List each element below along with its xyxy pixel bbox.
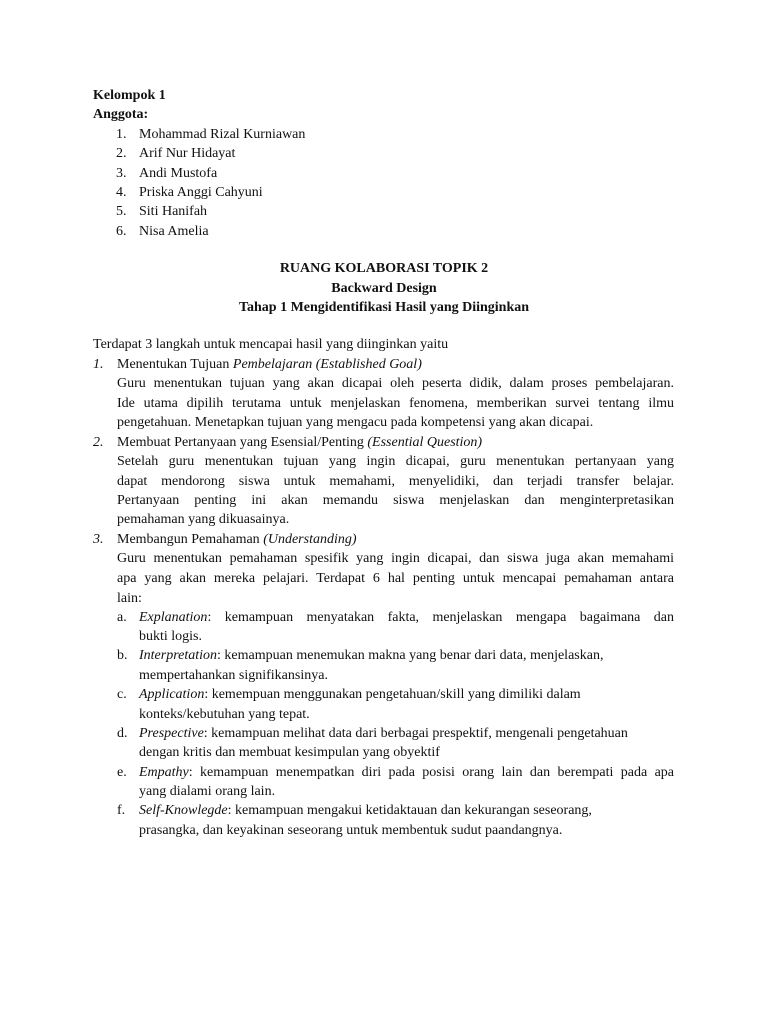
subitem-line: yang dialami orang lain. — [139, 784, 276, 799]
step-text-line: Ide utama dipilih terutama untuk menjelaskan fenomena, memberikan survei tentang ilmu — [117, 396, 674, 411]
member-number: 5. — [116, 204, 127, 219]
intro-text: Terdapat 3 langkah untuk mencapai hasil yang diinginkan yaitu — [93, 337, 449, 352]
step-number: 3. — [93, 532, 104, 547]
heading-line-1: RUANG KOLABORASI TOPIK 2 — [279, 261, 489, 276]
heading-line-2: Backward Design — [331, 281, 437, 296]
subitem-line: Prespective: kemampuan melihat data dari berbagai prespektif, mengenali pengetahuan — [139, 726, 628, 741]
step-title: Menentukan Tujuan Pembelajaran (Established Goal) — [117, 357, 422, 372]
member-name: Arif Nur Hidayat — [139, 146, 236, 161]
member-number: 2. — [116, 146, 127, 161]
member-number: 4. — [116, 185, 127, 200]
members-label: Anggota: — [93, 107, 149, 122]
member-name: Siti Hanifah — [139, 204, 208, 219]
subitem-line: mempertahankan signifikansinya. — [139, 668, 328, 683]
heading-line-3: Tahap 1 Mengidentifikasi Hasil yang Diinginkan — [238, 300, 530, 315]
step-text-line: Pertanyaan penting ini akan memandu siswa menjelaskan dan menginterpretasikan — [117, 493, 674, 508]
subitem-line: Empathy: kemampuan menempatkan diri pada posisi orang lain dan berempati pada apa — [139, 765, 674, 780]
subitem-letter: a. — [117, 610, 127, 625]
subitem-line: dengan kritis dan membuat kesimpulan yang obyektif — [139, 745, 440, 760]
step-text-line: Guru menentukan tujuan yang akan dicapai oleh peserta didik, dalam proses pembelajaran. — [117, 376, 674, 391]
subitem-line: Interpretation: kemampuan menemukan makna yang benar dari data, menjelaskan, — [139, 648, 604, 663]
subitem-line: Self-Knowlegde: kemampuan mengakui ketidaktauan dan kekurangan seseorang, — [139, 803, 592, 818]
step-number: 2. — [93, 435, 104, 450]
step-title: Membuat Pertanyaan yang Esensial/Penting (Essential Question) — [117, 435, 483, 450]
group-title: Kelompok 1 — [93, 88, 166, 103]
member-number: 3. — [116, 166, 127, 181]
member-name: Nisa Amelia — [139, 224, 209, 239]
subitem-line: konteks/kebutuhan yang tepat. — [139, 707, 310, 722]
step-text-line: apa yang akan mereka pelajari. Terdapat 6 hal penting untuk mencapai pemahaman antara — [117, 571, 674, 586]
subitem-letter: c. — [117, 687, 127, 702]
subitem-line: bukti logis. — [139, 629, 203, 644]
step-number: 1. — [93, 357, 104, 372]
subitem-letter: d. — [117, 726, 128, 741]
member-name: Mohammad Rizal Kurniawan — [139, 127, 306, 142]
step-text-line: lain: — [117, 591, 142, 606]
member-name: Priska Anggi Cahyuni — [139, 185, 263, 200]
subitem-letter: e. — [117, 765, 127, 780]
subitem-line: Application: kemempuan menggunakan pengetahuan/skill yang dimiliki dalam — [139, 687, 581, 702]
step-text-line: pengetahuan. Menetapkan tujuan yang mengacu pada kompetensi yang akan dicapai. — [117, 415, 594, 430]
step-text-line: Guru menentukan pemahaman spesifik yang ingin dicapai, dan siswa juga akan memahami — [117, 551, 674, 566]
subitem-letter: f. — [117, 803, 126, 818]
step-title: Membangun Pemahaman (Understanding) — [117, 532, 357, 547]
member-name: Andi Mustofa — [139, 166, 218, 181]
subitem-letter: b. — [117, 648, 128, 663]
subitem-line: prasangka, dan keyakinan seseorang untuk membentuk sudut paandangnya. — [139, 823, 563, 838]
member-number: 6. — [116, 224, 127, 239]
member-number: 1. — [116, 127, 127, 142]
step-text-line: Setelah guru menentukan tujuan yang ingin dicapai, guru menentukan pertanyaan yang — [117, 454, 674, 469]
step-text-line: dapat mendorong siswa untuk memahami, menyelidiki, dan terjadi transfer belajar. — [117, 474, 674, 489]
subitem-line: Explanation: kemampuan menyatakan fakta, menjelaskan mengapa bagaimana dan — [139, 610, 674, 625]
step-text-line: pemahaman yang dikuasainya. — [117, 512, 290, 527]
